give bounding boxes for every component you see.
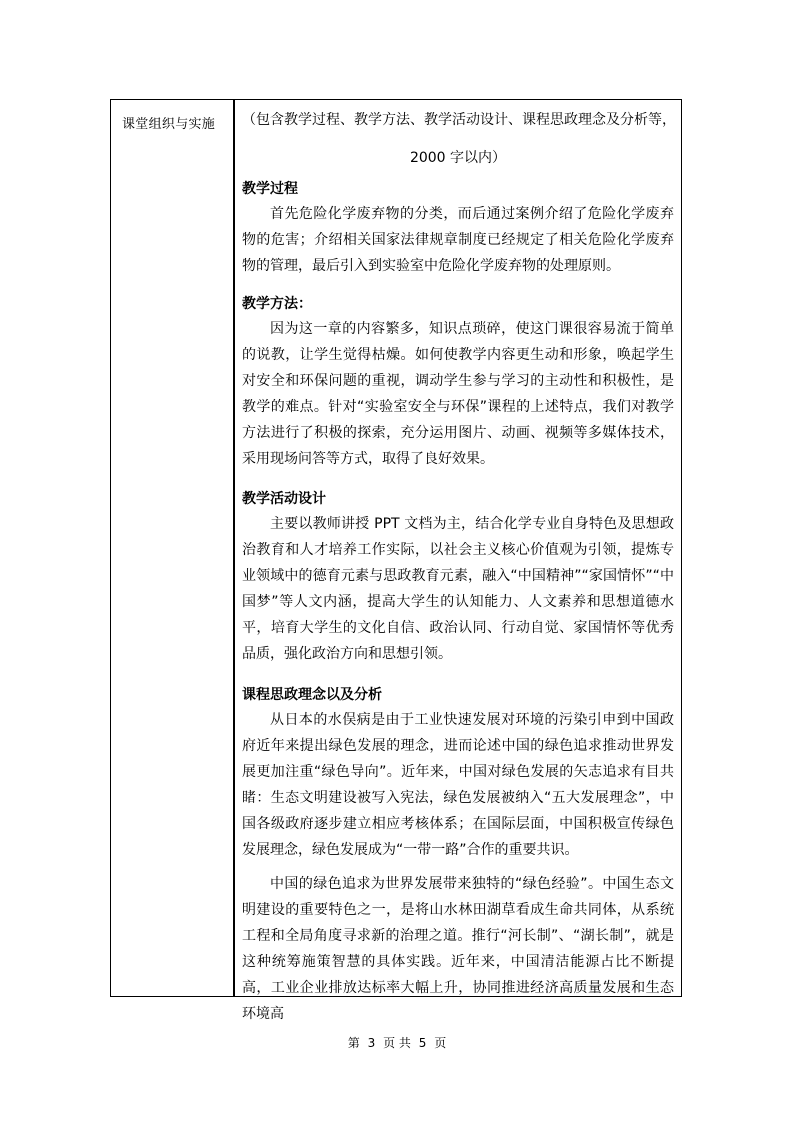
- section-paragraph: 首先危险化学废弃物的分类，而后通过案例介绍了危险化学废弃物的危害；介绍相关国家法律规章制度已经规定了相关危险化学废弃物的管理，最后引入到实验室中危险化学废弃物的处理原则。: [242, 206, 674, 274]
- table-column-divider: [233, 99, 235, 997]
- footer-middle: 页 共: [383, 1036, 411, 1050]
- section-activity-design: [242, 487, 674, 667]
- section-heading: 教学活动设计: [242, 491, 326, 507]
- footer-suffix: 页: [434, 1036, 447, 1050]
- footer-prefix: 第: [347, 1036, 360, 1050]
- row-label-classroom-implementation: 课堂组织与实施: [122, 117, 216, 132]
- intro-instruction-line1: （包含教学过程、教学方法、教学活动设计、课程思政理念及分析等，: [242, 112, 676, 128]
- section-paragraph: 从日本的水俣病是由于工业快速发展对环境的污染引申到中国政府近年来提出绿色发展的理念，进而论述中国的绿色追求推动世界发展更加注重“绿色导向”。近年来，中国对绿色发展的矢志追求有目共睹：生态文明建设被写入宪法，绿色发展被纳入“五大发展理念”，中国各级政府逐步建立相应考核体系；在国际层面，中国积极宣传绿色发展理念，绿色发展成为“一带一路”合作的重要共识。: [242, 712, 674, 858]
- section-paragraph: 中国的绿色追求为世界发展带来独特的“绿色经验”。中国生态文明建设的重要特色之一，是将山水林田湖草看成生命共同体，从系统工程和全局角度寻求新的治理之道。推行“河长制”、“湖长制”，就是这种统筹施策智慧的具体实践。近年来，中国清洁能源占比不断提高，工业企业排放达标率大幅上升，协同推进经济高质量发展和生态环境高: [242, 876, 674, 1022]
- section-heading: 教学过程: [242, 181, 298, 197]
- intro-instruction-line2: 2000 字以内）: [409, 150, 507, 166]
- section-ideological-analysis: [242, 683, 674, 1027]
- footer-total-pages: 5: [418, 1036, 427, 1050]
- footer-current-page: 3: [367, 1036, 376, 1050]
- section-paragraph: 因为这一章的内容繁多，知识点琐碎，使这门课很容易流于简单的说教，让学生觉得枯燥。如何使教学内容更生动和形象，唤起学生对安全和环保问题的重视，调动学生参与学习的主动性和积极性，是教学的难点。针对“实验室安全与环保”课程的上述特点，我们对教学方法进行了积极的探索，充分运用图片、动画、视频等多媒体技术，采用现场问答等方式，取得了良好效果。: [242, 321, 674, 467]
- section-heading: 教学方法：: [242, 296, 312, 312]
- page-footer: [0, 1034, 794, 1051]
- section-paragraph: 主要以教师讲授 PPT 文档为主，结合化学专业自身特色及思想政治教育和人才培养工作实际，以社会主义核心价值观为引领，提炼专业领域中的德育元素与思政教育元素，融入“中国精神”“家国情怀”“中国梦”等人文内涵，提高大学生的认知能力、人文素养和思想道德水平，培育大学生的文化自信、政治认同、行动自觉、家国情怀等优秀品质，强化政治方向和思想引领。: [242, 516, 674, 662]
- section-teaching-methods: [242, 292, 674, 472]
- section-teaching-process: [242, 177, 674, 279]
- section-heading: 课程思政理念以及分析: [242, 687, 382, 703]
